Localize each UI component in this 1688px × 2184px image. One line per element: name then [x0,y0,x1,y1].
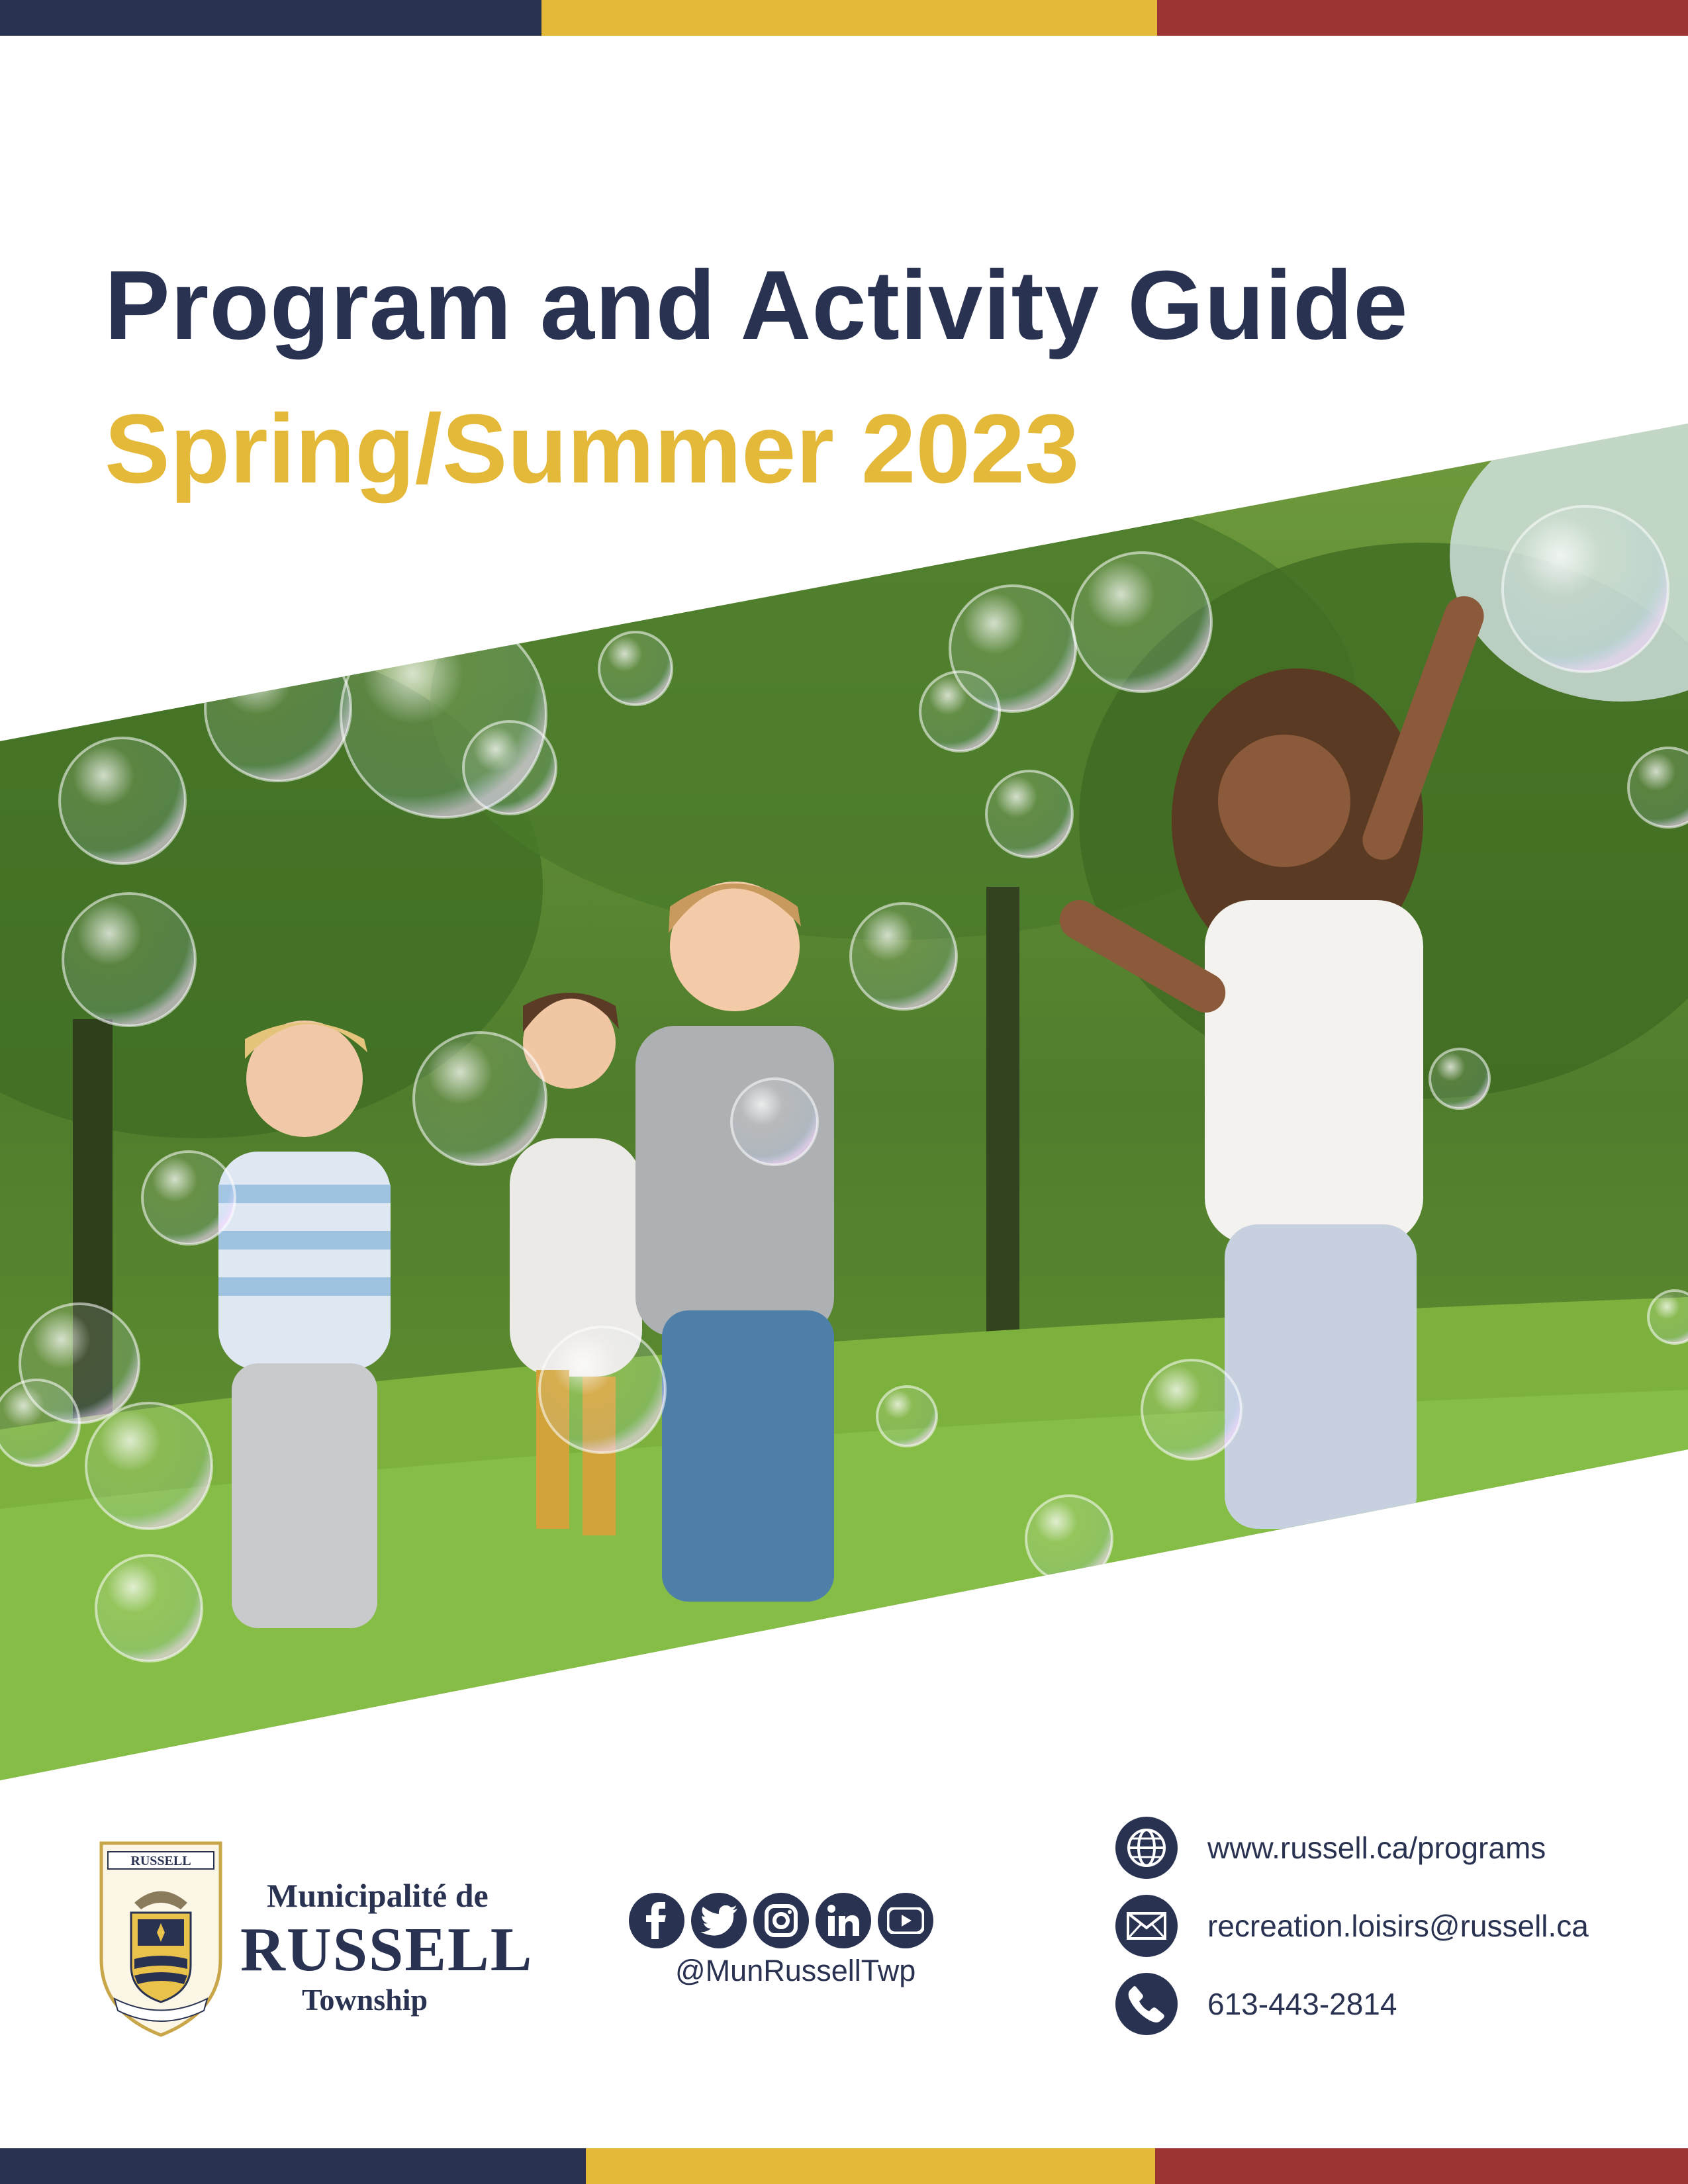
municipality-name-french: Municipalité de [267,1877,489,1914]
linkedin-icon[interactable] [816,1893,871,1948]
social-media-block [629,1893,960,2012]
children-playing-with-bubbles-photo [0,424,1688,1780]
bottom-bar-red [1155,2148,1688,2184]
phone-number[interactable]: 613-443-2814 [1207,1987,1397,2021]
bottom-bar-gold [586,2148,1155,2184]
social-handle[interactable]: @MunRussellTwp [675,1954,916,1987]
youtube-icon[interactable] [878,1893,933,1948]
phone-row[interactable] [1115,1973,1397,2035]
bottom-bar-navy [0,2148,586,2184]
instagram-icon[interactable] [753,1893,809,1948]
facebook-icon[interactable] [629,1893,684,1948]
email-link[interactable]: recreation.loisirs@russell.ca [1207,1909,1589,1943]
municipality-name-english: Township [302,1983,428,2017]
guide-season: Spring/Summer 2023 [105,394,1080,504]
top-bar-gold [541,0,1157,36]
website-row[interactable] [1115,1817,1546,1879]
guide-title: Program and Activity Guide [105,251,1409,360]
top-bar-navy [0,0,541,36]
phone-icon [1115,1973,1178,2035]
russell-township-crest-icon [98,1840,224,2038]
top-bar-red [1157,0,1688,36]
envelope-icon [1115,1895,1178,1957]
website-link[interactable]: www.russell.ca/programs [1207,1831,1546,1865]
email-row[interactable] [1115,1895,1589,1957]
russell-township-logo [98,1840,534,2038]
svg-text:RUSSELL: RUSSELL [130,1854,191,1868]
globe-icon [1115,1817,1178,1879]
municipality-name: RUSSELL [240,1915,534,1984]
twitter-icon[interactable] [691,1893,747,1948]
